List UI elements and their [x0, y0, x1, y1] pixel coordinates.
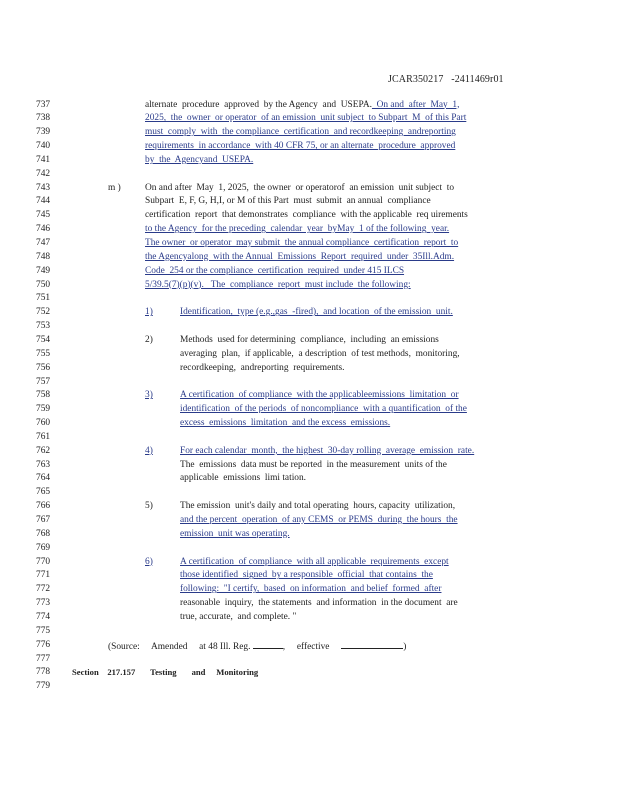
source-effective: effective: [296, 641, 330, 652]
line-number: 758: [36, 390, 51, 401]
inserted-text: Code 254 or the compliance certification required under 415 ILCS: [145, 265, 405, 276]
document-line: [0, 348, 618, 362]
inserted-text: identification of the periods of noncompliance with a quantification of the: [180, 404, 467, 415]
line-text: [180, 556, 540, 570]
document-line: [0, 611, 618, 625]
line-text: [180, 362, 540, 376]
document-line: [0, 472, 618, 486]
line-number: 774: [36, 611, 51, 622]
inserted-text: following: "I certify, based on information and belief formed after: [180, 584, 442, 595]
document-line: [0, 182, 618, 196]
inserted-text: A certification of compliance with the applicableemissions limitation or: [180, 390, 459, 401]
line-number: 757: [36, 376, 51, 387]
line-number: 747: [36, 238, 51, 248]
item-number: 5): [145, 501, 153, 512]
line-text: [180, 472, 540, 486]
plain-text: alternate procedure approved by the Agency and USEPA.: [145, 99, 372, 110]
line-number: 778: [36, 667, 51, 678]
inserted-text: to the Agency for the preceding calendar year byMay 1 of the following year.: [145, 224, 450, 235]
source-label: (Source:: [108, 641, 140, 652]
document-line: [0, 542, 618, 556]
line-text: [180, 417, 540, 431]
line-number: 771: [36, 570, 51, 581]
line-text: [180, 500, 540, 514]
section-heading: Section 217.157 Testing and Monitoring: [72, 667, 259, 678]
line-number: 737: [36, 99, 51, 110]
inserted-text: excess emissions limitation and the excess emissions.: [180, 418, 391, 429]
line-number: 753: [36, 321, 51, 332]
line-number: 770: [36, 556, 51, 567]
line-text: [180, 459, 540, 473]
inserted-text: emission unit was operating.: [180, 528, 290, 539]
inserted-text: the Agencyalong with the Annual Emissions Report required under 35Ill.Adm.: [145, 251, 455, 262]
plain-text: recordkeeping, andreporting requirements.: [180, 362, 345, 373]
line-number: 766: [36, 501, 51, 512]
source-citation: at 48 Ill. Reg.: [199, 641, 251, 652]
document-line: [0, 431, 618, 445]
register-page-blank: [253, 639, 283, 649]
line-number: 763: [36, 459, 51, 470]
item-number: 2): [145, 334, 153, 345]
line-number: 743: [36, 182, 51, 193]
document-line: [0, 99, 618, 113]
plain-text: certification report that demonstrates compliance with the applicable req uirements: [145, 210, 468, 221]
doc-revision: -2411469r01: [451, 74, 504, 85]
line-number: 746: [36, 224, 51, 235]
document-line: [0, 209, 618, 223]
line-number: 756: [36, 362, 51, 373]
line-number: 765: [36, 487, 51, 498]
inserted-text: must comply with the compliance certification and recordkeeping andreporting: [145, 127, 456, 138]
line-text: [180, 583, 540, 597]
line-text: [145, 209, 540, 223]
document-line: [0, 583, 618, 597]
document-line: [0, 265, 618, 279]
line-number: 761: [36, 431, 51, 442]
plain-text: reasonable inquiry, the statements and information in the document are: [180, 598, 458, 609]
plain-text: Subpart E, F, G, H,I, or M of this Part must submit an annual compliance: [145, 196, 431, 207]
inserted-text: 5/39.5(7)(p)(v). The compliance report must include the following:: [145, 279, 411, 290]
line-text: [145, 251, 540, 265]
line-number: 754: [36, 334, 51, 345]
document-line: [0, 251, 618, 265]
document-line: [0, 389, 618, 403]
line-number: 779: [36, 681, 51, 692]
line-number: 739: [36, 127, 51, 138]
line-text: [180, 403, 540, 417]
document-line: [0, 334, 618, 348]
line-text: [180, 514, 540, 528]
line-text: [145, 112, 540, 126]
document-line: [0, 556, 618, 570]
document-line: [0, 292, 618, 306]
document-line: [0, 569, 618, 583]
source-action: Amended: [150, 641, 188, 652]
document-line: [0, 445, 618, 459]
line-number: 769: [36, 542, 51, 553]
line-number: 744: [36, 196, 51, 207]
line-text: [145, 195, 540, 209]
document-line: [0, 486, 618, 500]
document-line: [0, 154, 618, 168]
document-line: [0, 514, 618, 528]
doc-id: JCAR350217: [388, 74, 444, 85]
line-text: [180, 389, 540, 403]
line-number: 740: [36, 141, 51, 152]
inserted-text: On and after May 1,: [371, 99, 460, 110]
plain-text: On and after May 1, 2025, the owner or operatorof an emission unit subject to: [145, 182, 455, 193]
document-line: [0, 126, 618, 140]
document-line: [0, 528, 618, 542]
line-text: [180, 348, 540, 362]
plain-text: averaging plan, if applicable, a description of test methods, monitoring,: [180, 348, 460, 359]
item-number: 6): [145, 556, 153, 567]
line-text: [145, 223, 540, 237]
line-number: 768: [36, 528, 51, 539]
line-text: [145, 279, 540, 293]
item-number: 4): [145, 445, 153, 456]
source-close: ): [403, 641, 407, 652]
line-number: 741: [36, 154, 51, 165]
document-header: [388, 74, 504, 85]
document-line: [0, 403, 618, 417]
document-line: [0, 279, 618, 293]
inserted-text: A certification of compliance with all applicable requirements except: [180, 556, 449, 567]
item-number: 1): [145, 307, 153, 318]
document-line: [0, 666, 618, 680]
line-number: 759: [36, 404, 51, 415]
inserted-text: and the percent operation of any CEMS or PEMS during the hours the: [180, 515, 458, 525]
line-number: 764: [36, 473, 51, 484]
item-number: 3): [145, 390, 153, 401]
line-text: [180, 611, 540, 625]
inserted-text: requirements in accordance with 40 CFR 75, or an alternate procedure approved: [145, 141, 456, 152]
line-text: [180, 334, 540, 348]
line-text: [180, 306, 540, 320]
document-line: [0, 680, 618, 694]
line-text: [145, 182, 540, 196]
document-line: [0, 320, 618, 334]
line-text: [145, 154, 540, 168]
line-number: 760: [36, 418, 51, 429]
inserted-text: For each calendar month, the highest 30-day rolling average emission rate.: [180, 445, 475, 456]
inserted-text: those identified signed by a responsible official that contains the: [180, 570, 433, 581]
inserted-text: The owner or operator may submit the annual compliance certification report to: [145, 238, 459, 248]
line-number: 776: [36, 639, 51, 650]
inserted-text: Identification, type (e.g.,gas -fired), and location of the emission unit.: [180, 307, 453, 318]
line-number: 750: [36, 279, 51, 290]
document-line: [0, 417, 618, 431]
document-line: [0, 653, 618, 667]
line-text: [180, 528, 540, 542]
document-line: [0, 306, 618, 320]
subsection-marker: m ): [108, 182, 121, 193]
document-line: [0, 639, 618, 653]
line-text: [180, 597, 540, 611]
line-text: [145, 99, 540, 113]
document-line: [0, 112, 618, 126]
document-line: [0, 459, 618, 473]
document-line: [0, 597, 618, 611]
document-line: [0, 362, 618, 376]
document-line: [0, 237, 618, 251]
plain-text: Methods used for determining compliance, including an emissions: [180, 334, 439, 345]
plain-text: The emissions data must be reported in the measurement units of the: [180, 459, 447, 470]
document-line: [0, 223, 618, 237]
line-text: [145, 126, 540, 140]
document-line: [0, 376, 618, 390]
line-number: 742: [36, 168, 51, 179]
document-line: [0, 625, 618, 639]
line-number: 749: [36, 265, 51, 276]
effective-date-blank: [341, 639, 403, 649]
line-text: [145, 237, 540, 251]
line-number: 752: [36, 307, 51, 318]
line-number: 748: [36, 251, 51, 262]
line-number: 755: [36, 348, 51, 359]
line-number: 777: [36, 653, 51, 664]
plain-text: The emission unit's daily and total operating hours, capacity utilization,: [180, 501, 456, 512]
line-text: [180, 569, 540, 583]
line-number: 745: [36, 210, 51, 221]
line-number: 767: [36, 515, 51, 525]
source-comma: ,: [282, 641, 286, 652]
document-line: [0, 500, 618, 514]
document-line: [0, 168, 618, 182]
document-line: [0, 140, 618, 154]
line-text: [145, 140, 540, 154]
document-line: [0, 195, 618, 209]
line-number: 772: [36, 584, 51, 595]
line-number: 762: [36, 445, 51, 456]
plain-text: true, accurate, and complete. ": [180, 611, 297, 622]
inserted-text: by the Agencyand USEPA.: [145, 154, 254, 165]
line-number: 775: [36, 625, 51, 636]
line-number: 751: [36, 293, 51, 304]
line-text: [145, 265, 540, 279]
line-number: 773: [36, 598, 51, 609]
plain-text: applicable emissions limi tation.: [180, 473, 307, 484]
inserted-text: 2025, the owner or operator of an emission unit subject to Subpart M of this Part: [145, 113, 467, 124]
line-number: 738: [36, 113, 51, 124]
line-text: [180, 445, 540, 459]
